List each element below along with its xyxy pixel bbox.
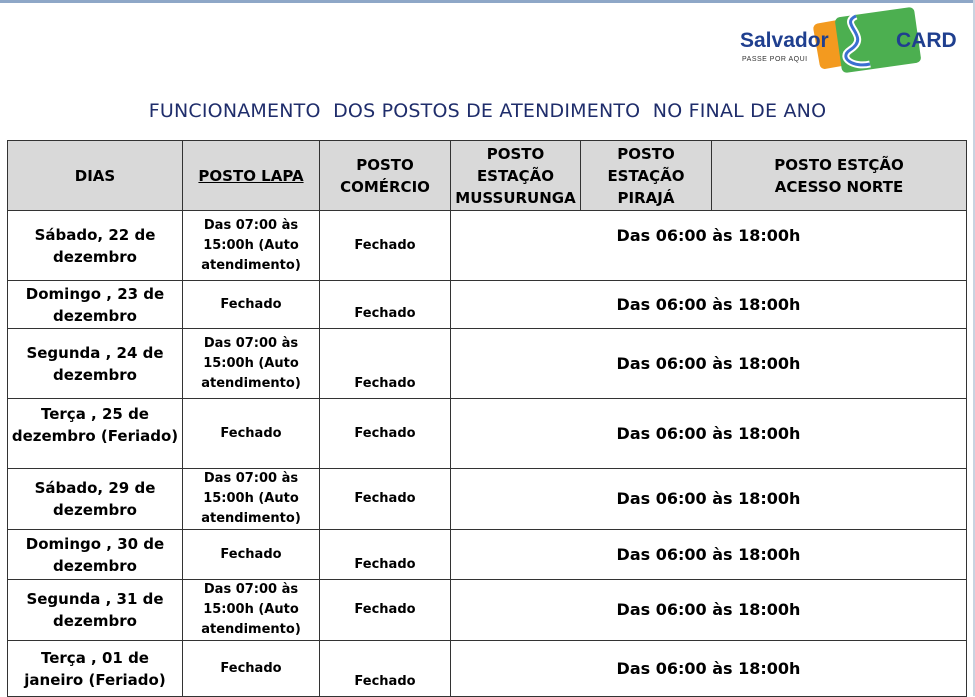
comercio-cell: Fechado (320, 211, 451, 281)
salvador-card-logo (738, 6, 970, 84)
estacoes-cell: Das 06:00 às 18:00h (451, 211, 967, 281)
comercio-cell: Fechado (320, 399, 451, 469)
day-cell: Segunda , 31 de dezembro (8, 580, 183, 641)
table-row (8, 469, 967, 530)
lapa-cell: Fechado (183, 281, 320, 329)
comercio-cell: Fechado (320, 469, 451, 530)
table-row (8, 580, 967, 641)
estacoes-cell: Das 06:00 às 18:00h (451, 399, 967, 469)
table-row (8, 399, 967, 469)
day-cell: Terça , 25 de dezembro (Feriado) (8, 399, 183, 469)
estacoes-cell: Das 06:00 às 18:00h (451, 530, 967, 580)
lapa-cell: Das 07:00 às 15:00h (Auto atendimento) (183, 580, 320, 641)
lapa-cell: Fechado (183, 399, 320, 469)
day-cell: Terça , 01 de janeiro (Feriado) (8, 641, 183, 697)
table-row (8, 530, 967, 580)
day-cell: Domingo , 30 de dezembro (8, 530, 183, 580)
comercio-cell: Fechado (320, 530, 451, 580)
table-row (8, 329, 967, 399)
lapa-cell: Fechado (183, 641, 320, 697)
header-posto-piraja: POSTO ESTAÇÃO PIRAJÁ (581, 141, 712, 211)
lapa-cell: Das 07:00 às 15:00h (Auto atendimento) (183, 211, 320, 281)
logo-word-card: CARD (896, 29, 957, 52)
header-posto-mussurunga: POSTO ESTAÇÃO MUSSURUNGA (451, 141, 581, 211)
day-cell: Sábado, 29 de dezembro (8, 469, 183, 530)
estacoes-cell: Das 06:00 às 18:00h (451, 641, 967, 697)
header-row (8, 141, 967, 211)
header-posto-acesso-norte: POSTO ESTÇÃO ACESSO NORTE (712, 141, 967, 211)
schedule-table (7, 140, 967, 697)
day-cell: Sábado, 22 de dezembro (8, 211, 183, 281)
header-dias: DIAS (8, 141, 183, 211)
comercio-cell: Fechado (320, 281, 451, 329)
top-border-line (0, 0, 975, 3)
estacoes-cell: Das 06:00 às 18:00h (451, 329, 967, 399)
logo-word-salvador: Salvador (740, 29, 829, 52)
comercio-cell: Fechado (320, 329, 451, 399)
lapa-cell: Das 07:00 às 15:00h (Auto atendimento) (183, 469, 320, 530)
lapa-cell: Das 07:00 às 15:00h (Auto atendimento) (183, 329, 320, 399)
header-posto-comercio: POSTO COMÉRCIO (320, 141, 451, 211)
logo-tagline: PASSE POR AQUI (742, 56, 808, 63)
estacoes-cell: Das 06:00 às 18:00h (451, 281, 967, 329)
comercio-cell: Fechado (320, 641, 451, 697)
table-row (8, 281, 967, 329)
table-row (8, 641, 967, 697)
day-cell: Domingo , 23 de dezembro (8, 281, 183, 329)
estacoes-cell: Das 06:00 às 18:00h (451, 469, 967, 530)
lapa-cell: Fechado (183, 530, 320, 580)
header-posto-lapa: POSTO LAPA (183, 141, 320, 211)
estacoes-cell: Das 06:00 às 18:00h (451, 580, 967, 641)
day-cell: Segunda , 24 de dezembro (8, 329, 183, 399)
page-title: FUNCIONAMENTO DOS POSTOS DE ATENDIMENTO NO FINAL DE ANO (148, 100, 827, 122)
table-row (8, 211, 967, 281)
comercio-cell: Fechado (320, 580, 451, 641)
